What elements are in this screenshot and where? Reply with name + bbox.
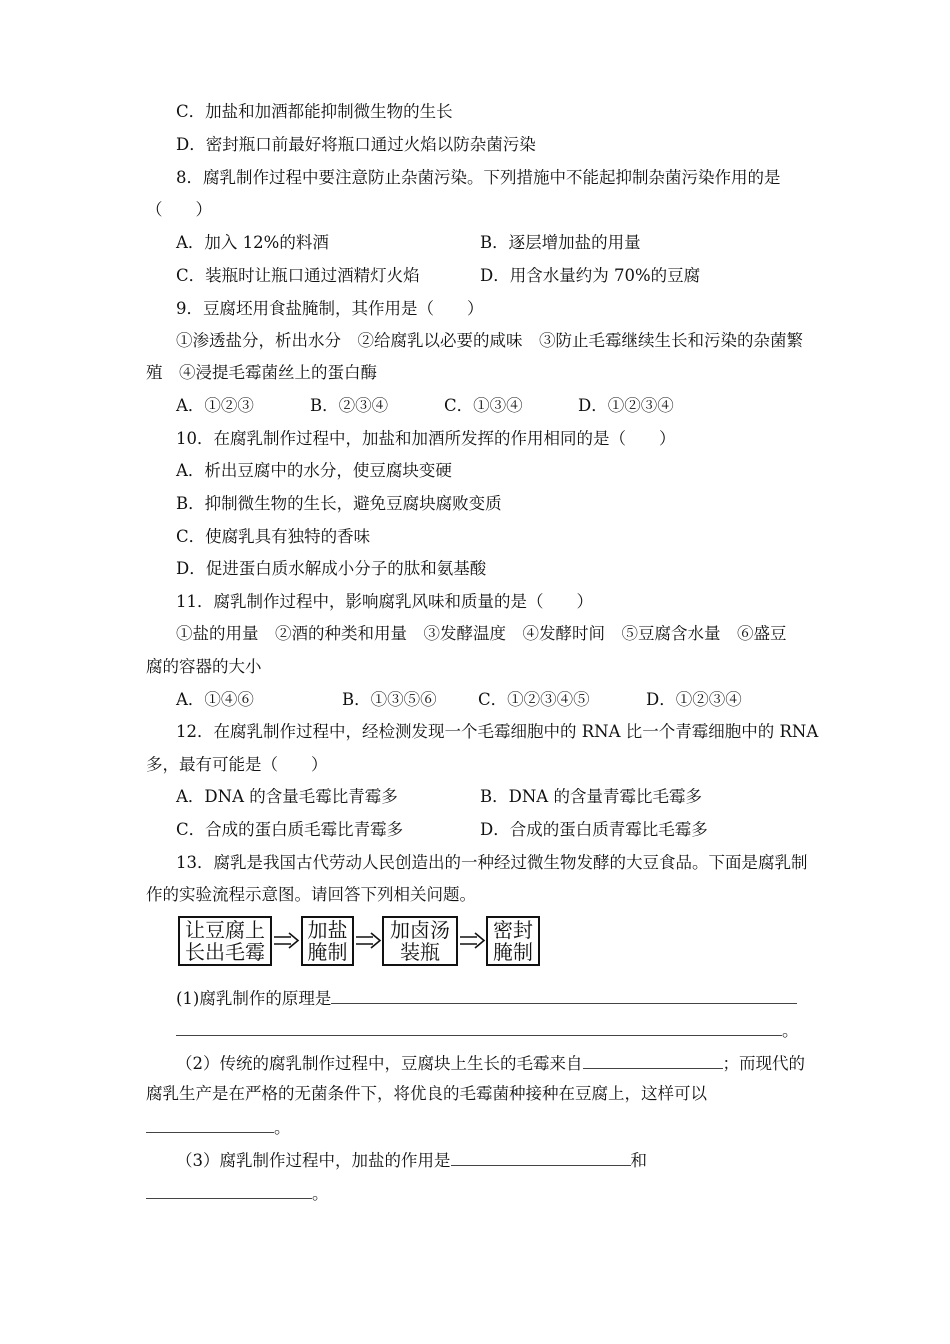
q7-option-c: C．加盐和加酒都能抑制微生物的生长	[176, 102, 453, 121]
q8-option-b: B．逐层增加盐的用量	[480, 233, 641, 252]
q12-option-c: C．合成的蛋白质毛霉比青霉多	[176, 820, 404, 839]
q11-option-c: C．①②③④⑤	[478, 690, 590, 709]
flow-step-3	[382, 916, 458, 966]
flow-step-1-line1: 让豆腐上	[185, 918, 265, 942]
flow-step-2	[301, 916, 354, 966]
q13-part2-text: （2）传统的腐乳制作过程中，豆腐块上生长的毛霉来自	[176, 1054, 583, 1073]
q13-part1-cont	[176, 1019, 799, 1041]
q12-stem-cont: 多，最有可能是（ ）	[146, 755, 328, 774]
flow-step-4-line1: 密封	[493, 918, 533, 942]
q11-option-a: A．①④⑥	[176, 690, 254, 709]
q12-option-a: A．DNA 的含量毛霉比青霉多	[176, 787, 398, 806]
q13-stem: 13．腐乳是我国古代劳动人民创造出的一种经过微生物发酵的大豆食品。下面是腐乳制	[176, 853, 808, 872]
q12-option-d: D．合成的蛋白质青霉比毛霉多	[480, 820, 708, 839]
q11-items: ①盐的用量 ②酒的种类和用量 ③发酵温度 ④发酵时间 ⑤豆腐含水量 ⑥盛豆	[176, 624, 787, 643]
q10-stem: 10．在腐乳制作过程中，加盐和加酒所发挥的作用相同的是（ ）	[176, 429, 676, 448]
period: 。	[312, 1184, 329, 1203]
process-flowchart	[178, 916, 558, 970]
flow-step-2-line2: 腌制	[307, 940, 348, 964]
q9-option-b: B．②③④	[310, 396, 389, 415]
q13-part2-cont: 腐乳生产是在严格的无菌条件下，将优良的毛霉菌种接种在豆腐上，这样可以	[146, 1084, 707, 1103]
q13-part3-and: 和	[630, 1151, 647, 1170]
q13-part2	[176, 1052, 805, 1074]
q13-part2-text-b: ；而现代的	[722, 1054, 805, 1073]
q10-option-c: C．使腐乳具有独特的香味	[176, 527, 371, 546]
q9-stem: 9．豆腐坯用食盐腌制，其作用是（ ）	[176, 299, 484, 318]
q8-stem-paren: （ ）	[146, 200, 212, 219]
answer-blank-2[interactable]	[583, 1052, 723, 1069]
q13-part2-answer	[146, 1116, 291, 1138]
answer-blank-1[interactable]	[331, 987, 797, 1004]
arrow-icon	[460, 932, 486, 950]
flow-step-3-line2: 装瓶	[400, 940, 440, 964]
answer-blank-4[interactable]	[451, 1149, 631, 1166]
q13-part3	[176, 1149, 647, 1171]
q9-option-d: D．①②③④	[578, 396, 674, 415]
q10-option-a: A．析出豆腐中的水分，使豆腐块变硬	[176, 461, 452, 480]
period: 。	[782, 1021, 799, 1040]
q11-option-b: B．①③⑤⑥	[342, 690, 437, 709]
q13-stem-cont: 作的实验流程示意图。请回答下列相关问题。	[146, 885, 476, 904]
q9-option-a: A．①②③	[176, 396, 254, 415]
q9-items: ①渗透盐分，析出水分 ②给腐乳以必要的咸味 ③防止毛霉继续生长和污染的杂菌繁	[176, 331, 803, 350]
flow-step-3-line1: 加卤汤	[390, 918, 450, 942]
period: 。	[274, 1118, 291, 1137]
q13-part3-text: （3）腐乳制作过程中，加盐的作用是	[176, 1151, 451, 1170]
q11-option-d: D．①②③④	[646, 690, 742, 709]
q8-stem: 8．腐乳制作过程中要注意防止杂菌污染。下列措施中不能起抑制杂菌污染作用的是	[176, 168, 781, 187]
q11-items-cont: 腐的容器的大小	[146, 657, 262, 676]
q8-option-a: A．加入 12%的料酒	[176, 233, 329, 252]
flow-step-1	[178, 916, 272, 966]
q10-option-d: D．促进蛋白质水解成小分子的肽和氨基酸	[176, 559, 487, 578]
q13-part3-answer	[146, 1182, 329, 1204]
answer-blank-1b[interactable]	[176, 1019, 782, 1036]
flow-step-4-line2: 腌制	[493, 940, 533, 964]
q8-option-d: D．用含水量约为 70%的豆腐	[480, 266, 701, 285]
q9-option-c: C．①③④	[444, 396, 523, 415]
flow-step-1-line2: 长出毛霉	[185, 940, 265, 964]
q13-part1-text: (1)腐乳制作的原理是	[176, 989, 332, 1008]
arrow-icon	[356, 932, 382, 950]
answer-blank-5[interactable]	[146, 1182, 312, 1199]
q10-option-b: B．抑制微生物的生长，避免豆腐块腐败变质	[176, 494, 502, 513]
answer-blank-3[interactable]	[146, 1116, 274, 1133]
q9-items-cont: 殖 ④浸提毛霉菌丝上的蛋白酶	[146, 363, 377, 382]
q11-stem: 11．腐乳制作过程中，影响腐乳风味和质量的是（ ）	[176, 592, 593, 611]
q13-part1	[176, 987, 797, 1009]
q12-option-b: B．DNA 的含量青霉比毛霉多	[480, 787, 702, 806]
q7-option-d: D．密封瓶口前最好将瓶口通过火焰以防杂菌污染	[176, 135, 536, 154]
flow-step-2-line1: 加盐	[307, 918, 348, 942]
flow-step-4	[486, 916, 540, 966]
arrow-icon	[274, 932, 300, 950]
q8-option-c: C．装瓶时让瓶口通过酒精灯火焰	[176, 266, 420, 285]
q12-stem: 12．在腐乳制作过程中，经检测发现一个毛霉细胞中的 RNA 比一个青霉细胞中的 RNA	[176, 722, 819, 741]
